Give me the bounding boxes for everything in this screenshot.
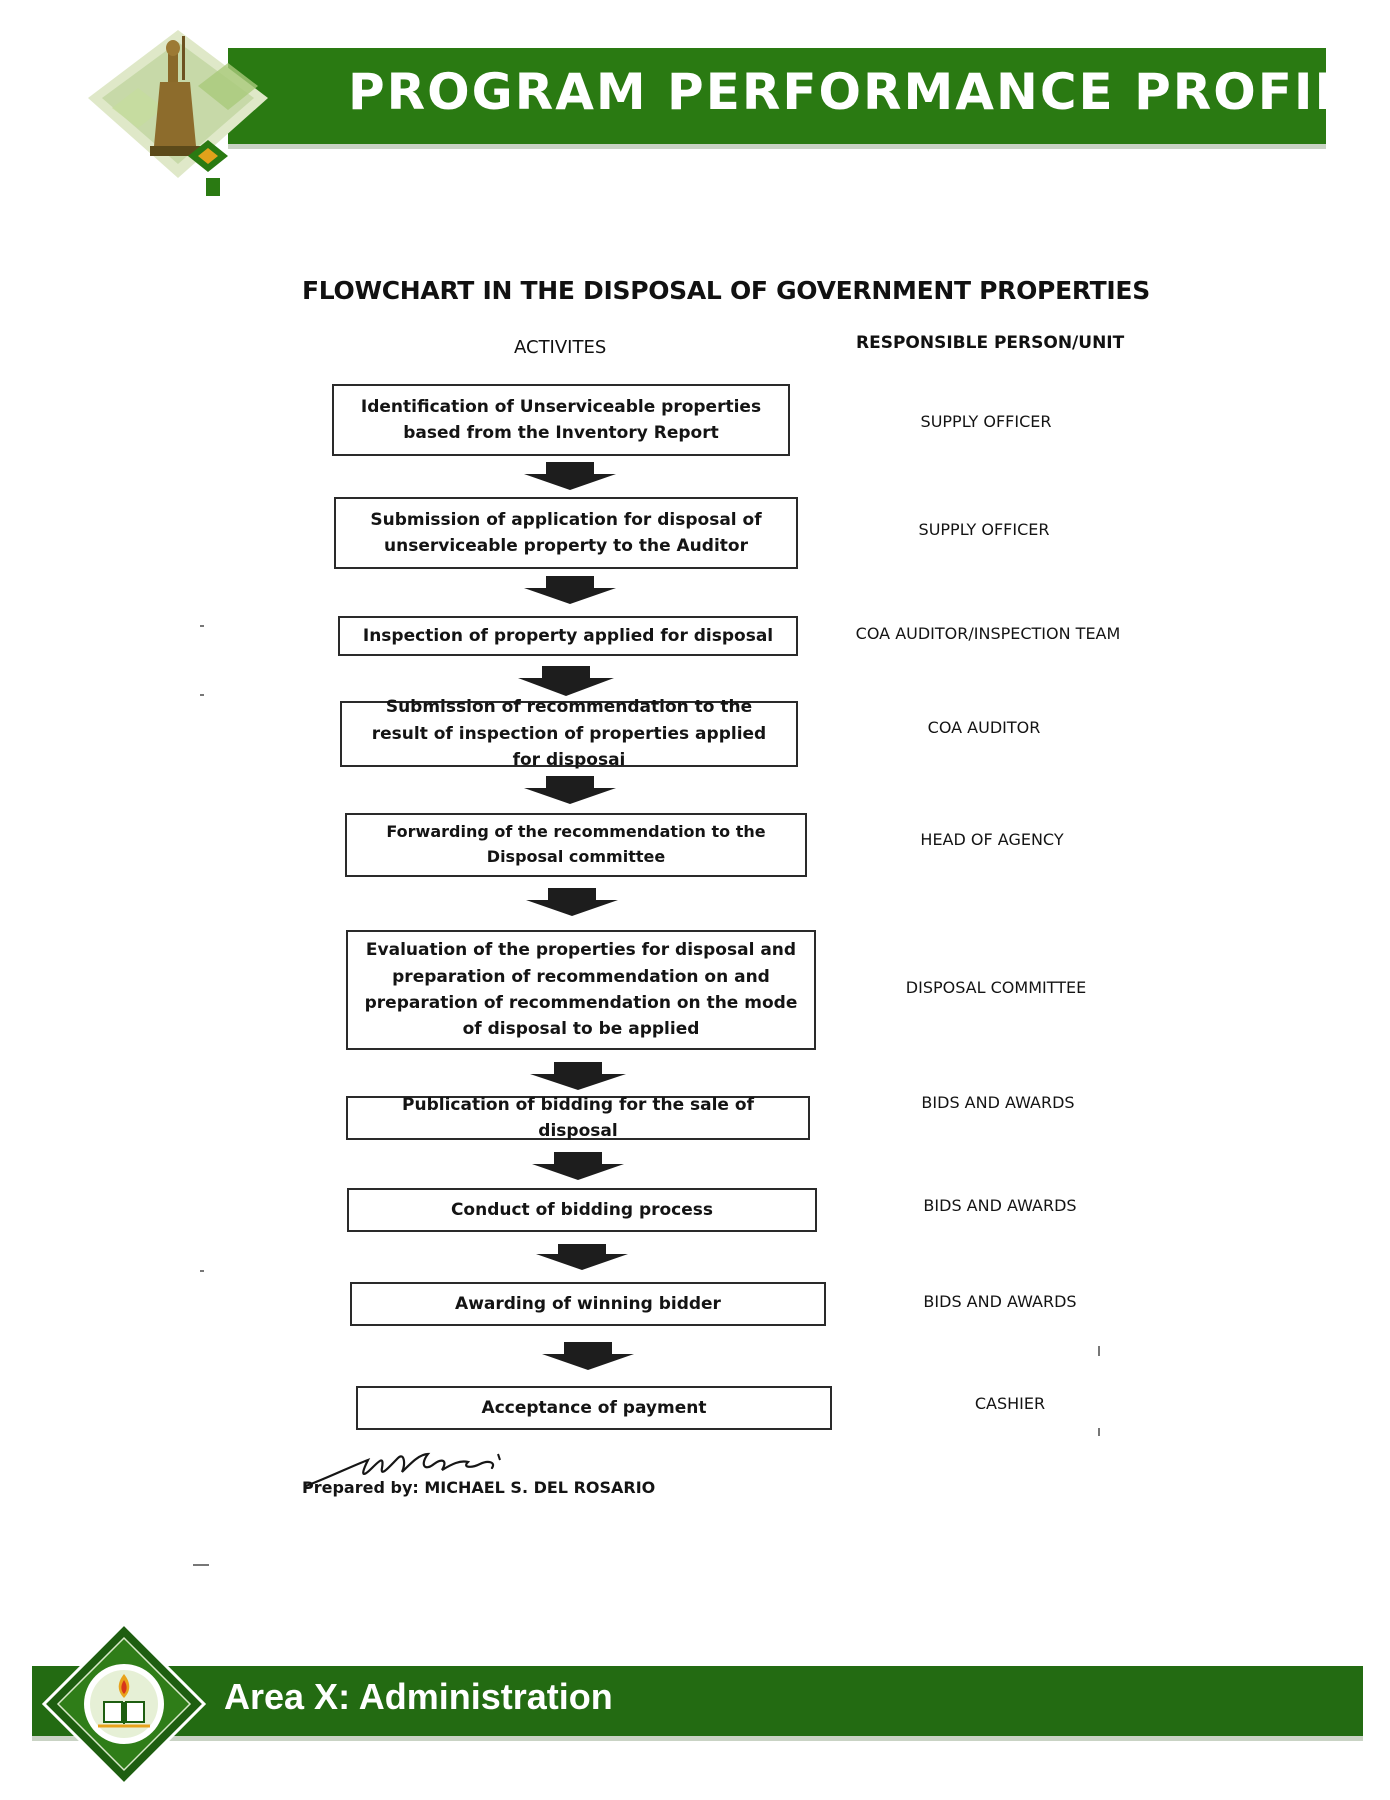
responsible-unit: BIDS AND AWARDS [921, 1093, 1075, 1112]
flow-step-activity: Inspection of property applied for disposal [362, 625, 774, 646]
responsible-unit: DISPOSAL COMMITTEE [905, 978, 1087, 997]
responsible-unit: SUPPLY OFFICER [920, 412, 1052, 431]
footer-area-label: Area X: Administration [224, 1676, 613, 1717]
flow-step-9 [350, 1282, 826, 1326]
down-arrow-icon [530, 1150, 626, 1182]
responsible-unit: CASHIER [974, 1394, 1046, 1413]
column-header-activities: ACTIVITES [514, 337, 607, 358]
flow-step-10 [356, 1386, 832, 1430]
responsible-unit: BIDS AND AWARDS [923, 1196, 1077, 1215]
scan-speck [193, 1564, 209, 1566]
scan-speck [200, 1270, 204, 1272]
scan-speck [200, 694, 204, 696]
responsible-unit: HEAD OF AGENCY [920, 830, 1064, 849]
flow-step-activity: Submission of application for disposal of unserviceable property to the Auditor [370, 509, 762, 556]
footer-bar [32, 1666, 1363, 1741]
down-arrow-icon [522, 774, 618, 806]
flowchart-title: FLOWCHART IN THE DISPOSAL OF GOVERNMENT PROPERTIES [302, 276, 1150, 305]
responsible-unit: COA AUDITOR/INSPECTION TEAM [855, 624, 1121, 643]
down-arrow-icon [516, 664, 616, 698]
responsible-unit: SUPPLY OFFICER [918, 520, 1050, 539]
flow-step-activity: Identification of Unserviceable properties based from the Inventory Report [360, 396, 762, 443]
page-title: PROGRAM PERFORMANCE PROFILE [348, 63, 1385, 121]
flow-step-activity: Acceptance of payment [481, 1397, 707, 1418]
flow-step-activity: Awarding of winning bidder [455, 1293, 721, 1314]
flow-step-activity: Conduct of bidding process [450, 1199, 714, 1220]
flow-step-activity: Submission of recommendation to the result of inspection of properties applied for disposai [371, 697, 767, 771]
responsible-unit: COA AUDITOR [927, 718, 1041, 737]
down-arrow-icon [522, 574, 618, 606]
flow-step-4 [340, 697, 798, 771]
scan-speck [200, 625, 204, 627]
scan-speck [1098, 1428, 1100, 1436]
down-arrow-icon [540, 1340, 636, 1372]
flow-step-7 [346, 1096, 810, 1140]
down-arrow-icon [524, 886, 620, 918]
scan-speck [1098, 1346, 1100, 1356]
flow-step-5 [345, 813, 807, 877]
statue-emblem-icon [78, 28, 278, 198]
flow-step-activity: Evaluation of the properties for disposal and preparation of recommendation on and preparation of recommendation on the mode of disposal to be applied [364, 940, 798, 1040]
down-arrow-icon [522, 460, 618, 492]
university-seal-icon [42, 1622, 206, 1786]
column-header-responsible: RESPONSIBLE PERSON/UNIT [856, 333, 1125, 353]
flow-step-1 [332, 384, 790, 456]
flow-step-2 [334, 497, 798, 569]
prepared-by: Prepared by: MICHAEL S. DEL ROSARIO [302, 1478, 656, 1497]
flow-step-6 [346, 930, 816, 1050]
flow-step-activity: Forwarding of the recommendation to the Disposal committee [386, 822, 766, 866]
responsible-unit: BIDS AND AWARDS [923, 1292, 1077, 1311]
flow-step-8 [347, 1188, 817, 1232]
down-arrow-icon [534, 1242, 630, 1272]
header-bar [228, 48, 1385, 149]
flow-step-activity: Publication of bidding for the sale of disposal [402, 1094, 754, 1141]
down-arrow-icon [528, 1060, 628, 1092]
flow-step-3 [338, 616, 798, 656]
